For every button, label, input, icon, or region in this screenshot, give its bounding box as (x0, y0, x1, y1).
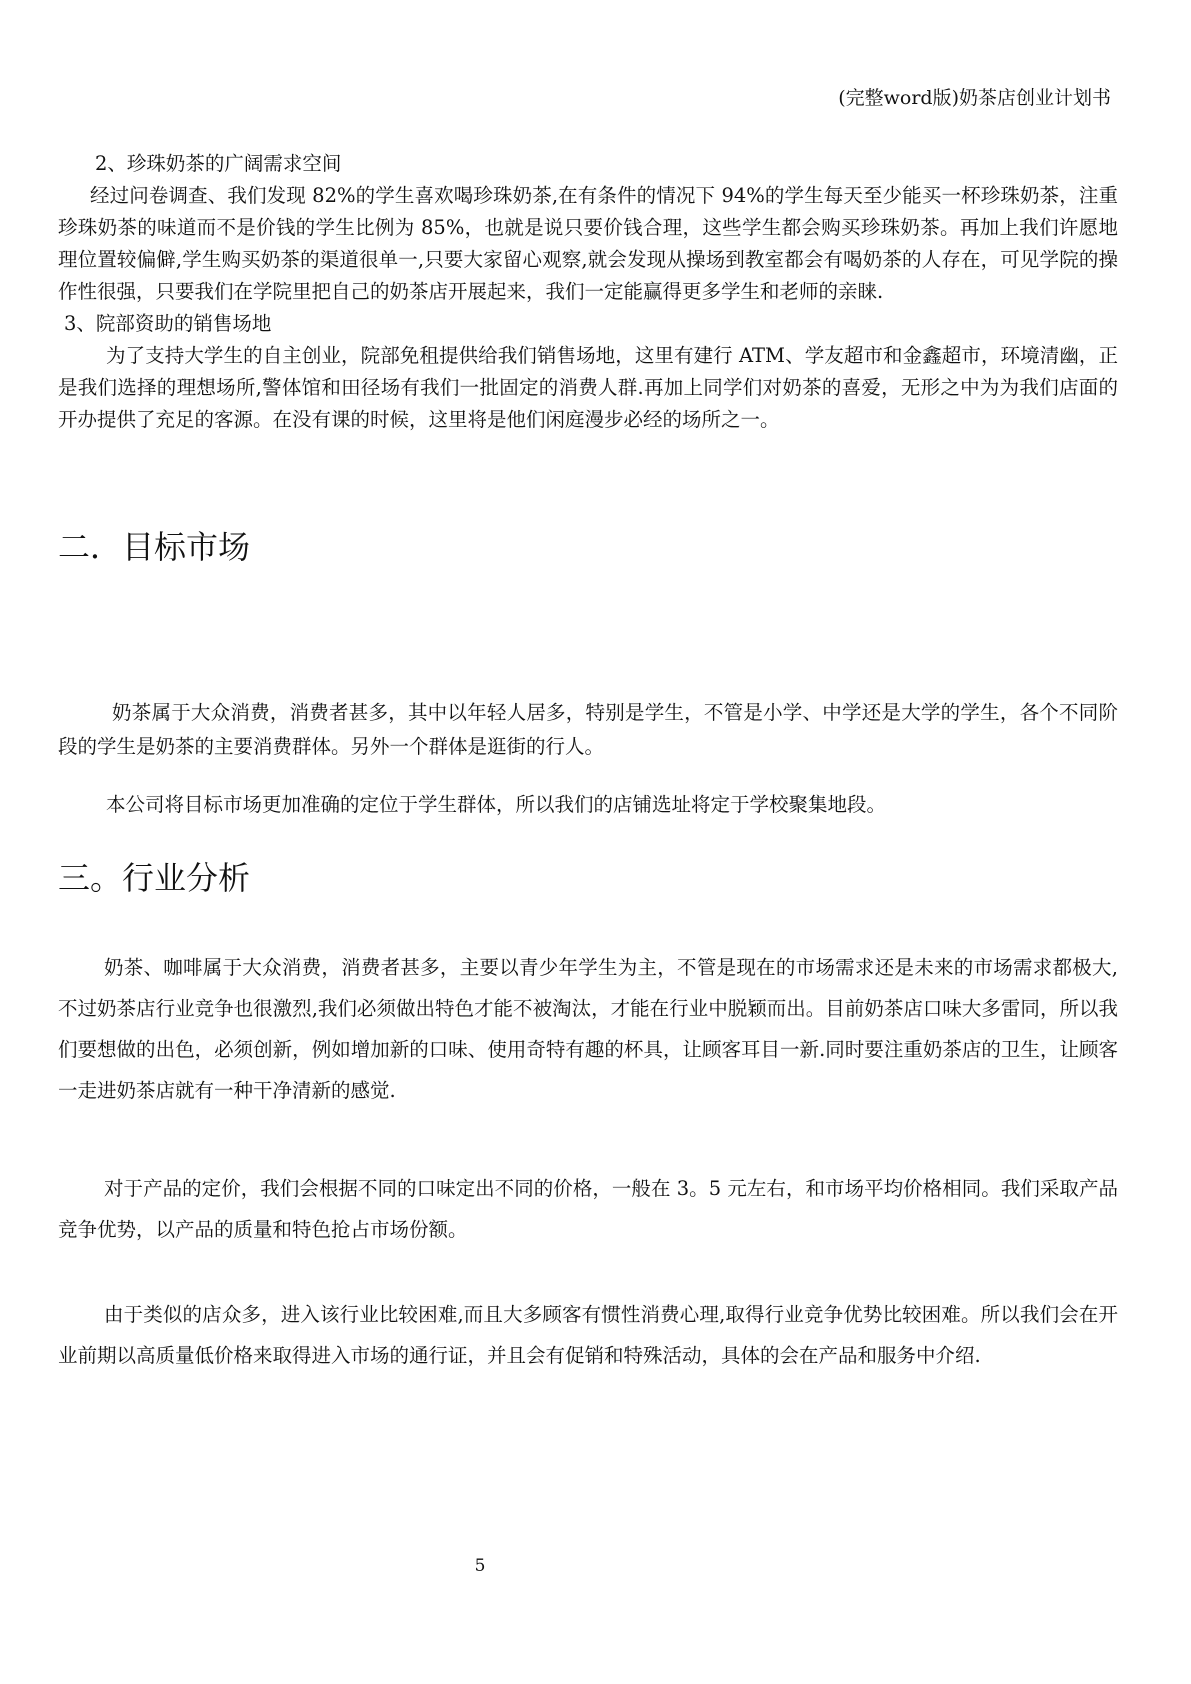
section3-paragraph-1: 奶茶、咖啡属于大众消费，消费者甚多，主要以青少年学生为主，不管是现在的市场需求还是未来的市场需求都极大,不过奶茶店行业竞争也很激烈,我们必须做出特色才能不被淘汰，才能在行业中脱颖而出。目前奶茶店口味大多雷同，所以我们要想做的出色，必须创新，例如增加新的口味、使用奇特有趣的杯具，让顾客耳目一新.同时要注重奶茶店的卫生，让顾客一走进奶茶店就有一种干净清新的感觉. (58, 956, 1118, 1102)
section3-heading: 三。行业分析 (58, 859, 251, 897)
item3-heading: 3、院部资助的销售场地 (64, 312, 272, 335)
section2-paragraph-1: 奶茶属于大众消费，消费者甚多，其中以年轻人居多，特别是学生，不管是小学、中学还是大学的学生，各个不同阶段的学生是奶茶的主要消费群体。另外一个群体是逛街的行人。 (58, 701, 1118, 758)
intro-block (58, 148, 1118, 436)
page-number: 5 (474, 1556, 486, 1576)
section2-paragraph-1-block (58, 696, 1118, 764)
section3-paragraph-2-block (58, 1168, 1118, 1250)
section3-paragraph-3-block (58, 1294, 1118, 1376)
section2-paragraph-2: 本公司将目标市场更加准确的定位于学生群体，所以我们的店铺选址将定于学校聚集地段。 (106, 793, 887, 816)
section2-heading: 二．目标市场 (58, 528, 251, 566)
section3-paragraph-1-block (58, 947, 1118, 1111)
item2-heading: 2、珍珠奶茶的广阔需求空间 (95, 152, 342, 175)
section2-paragraph-2-block (58, 788, 1118, 822)
running-header: (完整word版)奶茶店创业计划书 (838, 87, 1111, 109)
section3-paragraph-2: 对于产品的定价，我们会根据不同的口味定出不同的价格，一般在 3。5 元左右，和市场平均价格相同。我们采取产品竞争优势，以产品的质量和特色抢占市场份额。 (58, 1177, 1118, 1241)
section3-paragraph-3: 由于类似的店众多，进入该行业比较困难,而且大多顾客有惯性消费心理,取得行业竞争优势比较困难。所以我们会在开业前期以高质量低价格来取得进入市场的通行证，并且会有促销和特殊活动，具体的会在产品和服务中介绍. (58, 1303, 1118, 1367)
item2-paragraph: 经过问卷调查、我们发现 82%的学生喜欢喝珍珠奶茶,在有条件的情况下 94%的学生每天至少能买一杯珍珠奶茶，注重珍珠奶茶的味道而不是价钱的学生比例为 85%，也就是说只要价钱合理，这些学生都会购买珍珠奶茶。再加上我们许愿地理位置较偏僻,学生购买奶茶的渠道很单一,只要大家留心观察,就会发现从操场到教室都会有喝奶茶的人存在，可见学院的操作性很强，只要我们在学院里把自己的奶茶店开展起来，我们一定能赢得更多学生和老师的亲睐. (58, 184, 1118, 303)
item3-paragraph: 为了支持大学生的自主创业，院部免租提供给我们销售场地，这里有建行 ATM、学友超市和金鑫超市，环境清幽，正是我们选择的理想场所,警体馆和田径场有我们一批固定的消费人群.再加上同学们对奶茶的喜爱，无形之中为为我们店面的开办提供了充足的客源。在没有课的时候，这里将是他们闲庭漫步必经的场所之一。 (58, 344, 1118, 431)
